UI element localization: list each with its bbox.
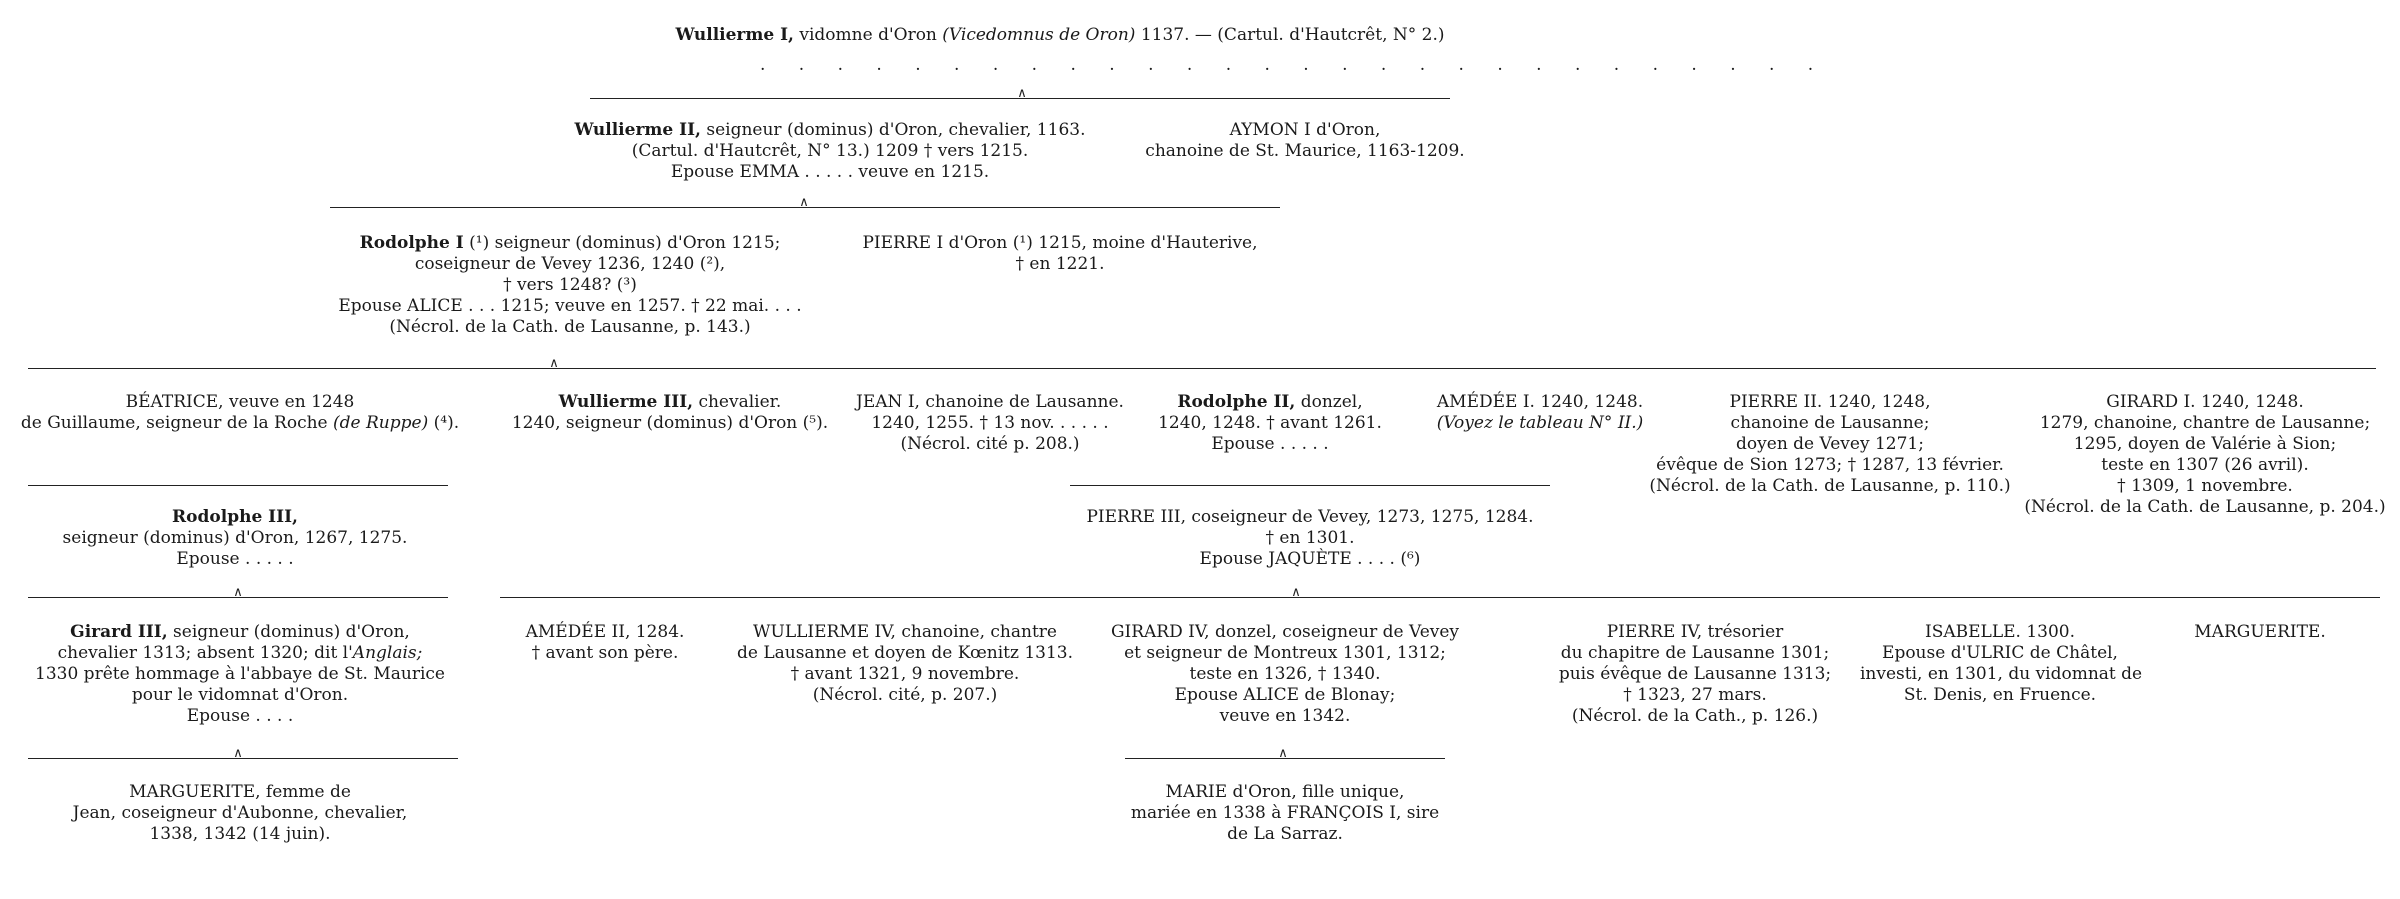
ellipsis-dots: . . . . . . . . . . . . . . . . . . . . . . . . . . . . (760, 55, 1828, 75)
wullierme-3-entry: Wullierme III, chevalier. 1240, seigneur (dominus) d'Oron (⁵). (511, 392, 829, 433)
gen6-connector-line-right (500, 597, 2380, 598)
pierre-4-entry: PIERRE IV, trésorier du chapitre de Lausanne 1301; puis évêque de Lausanne 1313; † 1323, 27 mars. (Nécrol. de la Cath., p. 126.) (1558, 622, 1832, 726)
marguerite-2-entry: MARGUERITE, femme de Jean, coseigneur d'Aubonne, chevalier, 1338, 1342 (14 juin). (72, 782, 408, 844)
wullierme-1-name: Wullierme I, (675, 25, 794, 45)
gen7-connector-caret-right: ∧ (1278, 746, 1288, 761)
gen5-connector-line-left (28, 485, 448, 486)
gen7-connector-caret-left: ∧ (233, 746, 243, 761)
beatrice-entry: BÉATRICE, veuve en 1248 de Guillaume, seigneur de la Roche (de Ruppe) (⁴). (20, 392, 460, 433)
rodolphe-1-name: Rodolphe I (359, 233, 464, 253)
pierre-3-entry: PIERRE III, coseigneur de Vevey, 1273, 1275, 1284. † en 1301. Epouse JAQUÈTE . . . . (⁶) (1086, 507, 1534, 569)
amedee-2-entry: AMÉDÉE II, 1284. † avant son père. (525, 622, 685, 663)
wullierme-1-entry: Wullierme I, vidomne d'Oron (Vicedomnus de Oron) 1137. — (Cartul. d'Hautcrêt, N° 2.) (675, 25, 1445, 45)
girard-1-entry: GIRARD I. 1240, 1248. 1279, chanoine, chantre de Lausanne; 1295, doyen de Valérie à Sion; teste en 1307 (26 avril). † 1309, 1 novembre. (Nécrol. de la Cath. de Lausanne, p. 204.) (2024, 392, 2386, 517)
jean-1-entry: JEAN I, chanoine de Lausanne. 1240, 1255. † 13 nov. . . . . . (Nécrol. cité p. 208.) (856, 392, 1124, 454)
gen6-connector-caret-left: ∧ (233, 585, 243, 600)
aymon-1-entry: AYMON I d'Oron, chanoine de St. Maurice, 1163-1209. (1145, 120, 1465, 161)
gen5-connector-line-right (1070, 485, 1550, 486)
marie-entry: MARIE d'Oron, fille unique, mariée en 1338 à FRANÇOIS I, sire de La Sarraz. (1130, 782, 1440, 844)
rodolphe-1-entry: Rodolphe I (¹) seigneur (dominus) d'Oron 1215; coseigneur de Vevey 1236, 1240 (²), † vers 1248? (³) Epouse ALICE . . . 1215; veuve en 1257. † 22 mai. . . . (Nécrol. de la Cath. de Lausanne, p. 143.) (338, 233, 802, 337)
amedee-1-entry: AMÉDÉE I. 1240, 1248. (Voyez le tableau N° II.) (1436, 392, 1644, 433)
gen6-connector-caret-right: ∧ (1291, 585, 1301, 600)
isabelle-entry: ISABELLE. 1300. Epouse d'ULRIC de Châtel, investi, en 1301, du vidomnat de St. Denis, en Fruence. (1860, 622, 2143, 705)
girard-3-entry: Girard III, seigneur (dominus) d'Oron, chevalier 1313; absent 1320; dit l'Anglais; 1330 prête hommage à l'abbaye de St. Maurice pour le vidomnat d'Oron. Epouse . . . . (35, 622, 445, 726)
wullierme-2-name: Wullierme II, (574, 120, 701, 140)
wullierme-2-entry: Wullierme II, seigneur (dominus) d'Oron, chevalier, 1163. (Cartul. d'Hautcrêt, N° 13.) 1209 † vers 1215. Epouse EMMA . . . . . veuve en 1215. (574, 120, 1086, 182)
gen2-connector-caret: ∧ (1017, 86, 1027, 101)
rodolphe-2-entry: Rodolphe II, donzel, 1240, 1248. † avant 1261. Epouse . . . . . (1158, 392, 1382, 454)
girard-3-name: Girard III, (70, 622, 168, 642)
gen3-connector-caret: ∧ (799, 195, 809, 210)
marguerite-1-entry: MARGUERITE. (2194, 622, 2326, 642)
girard-4-entry: GIRARD IV, donzel, coseigneur de Vevey et seigneur de Montreux 1301, 1312; teste en 1326, † 1340. Epouse ALICE de Blonay; veuve en 1342. (1110, 622, 1460, 726)
rodolphe-3-name: Rodolphe III, (172, 507, 298, 527)
wullierme-3-name: Wullierme III, (558, 392, 694, 412)
rodolphe-3-entry: Rodolphe III, seigneur (dominus) d'Oron, 1267, 1275. Epouse . . . . . (30, 507, 440, 570)
rodolphe-2-name: Rodolphe II, (1177, 392, 1296, 412)
wullierme-4-entry: WULLIERME IV, chanoine, chantre de Lausanne et doyen de Kœnitz 1313. † avant 1321, 9 novembre. (Nécrol. cité, p. 207.) (736, 622, 1073, 705)
pierre-1-entry: PIERRE I d'Oron (¹) 1215, moine d'Hauterive, † en 1221. (862, 233, 1258, 274)
pierre-2-entry: PIERRE II. 1240, 1248, chanoine de Lausanne; doyen de Vevey 1271; évêque de Sion 1273; † 1287, 13 février. (Nécrol. de la Cath. de Lausanne, p. 110.) (1649, 392, 2011, 496)
gen4-connector-line (28, 368, 2376, 369)
gen4-connector-caret: ∧ (549, 356, 559, 371)
